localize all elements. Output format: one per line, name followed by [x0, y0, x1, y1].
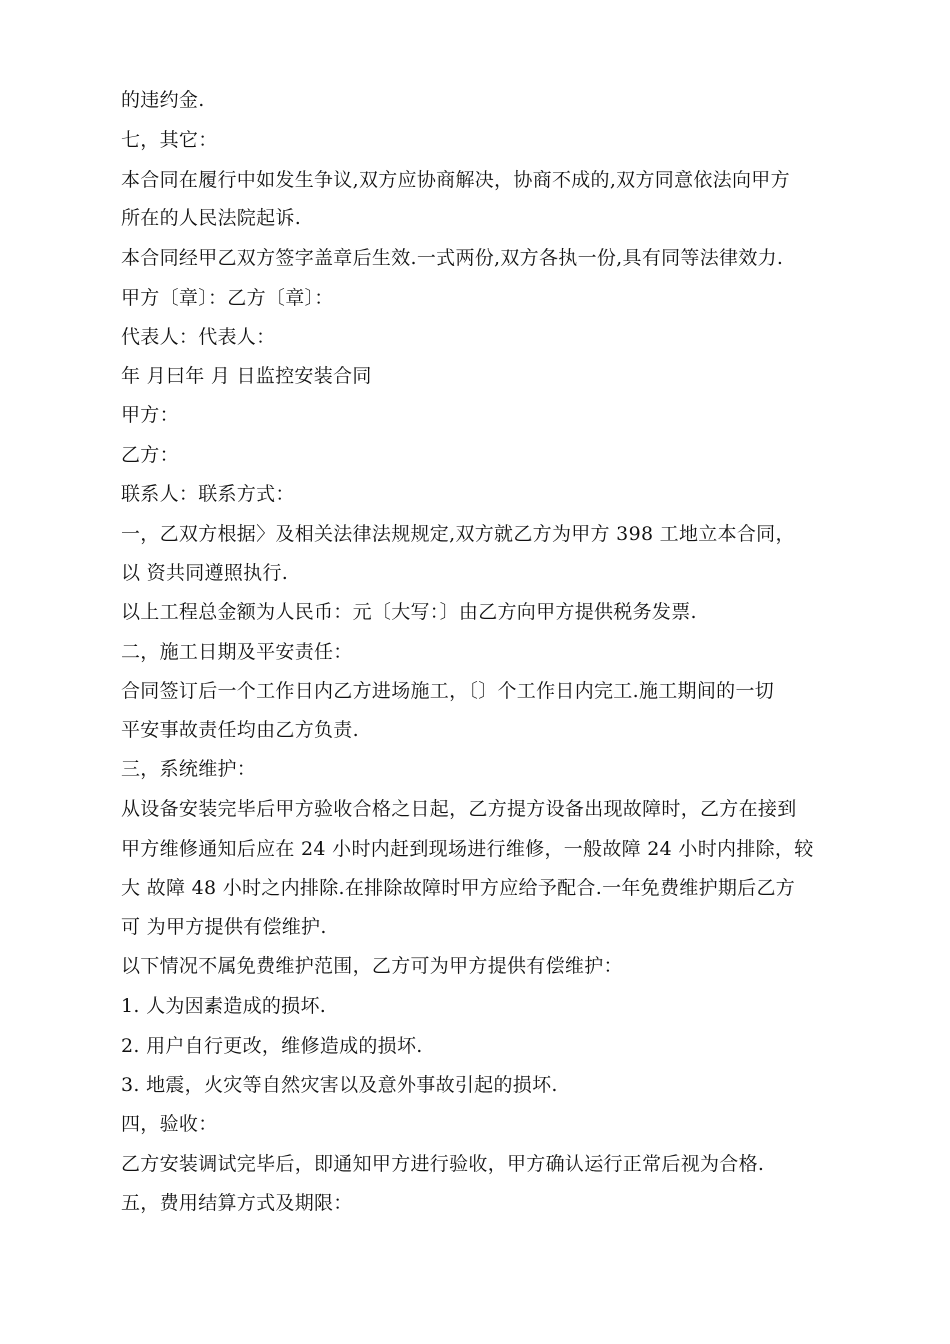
party-a-line: 甲方： [121, 404, 179, 426]
section-heading-five: 五，费用结算方式及期限： [121, 1192, 353, 1214]
section-heading-four: 四，验收： [121, 1113, 218, 1135]
representative-line: 代表人：代表人： [121, 326, 276, 348]
section-heading-two: 二，施工日期及平安责任： [121, 641, 353, 663]
text-line: 的违约金. [121, 89, 205, 111]
text-line: 合同签订后一个工作日内乙方进场施工，〔〕个工作日内完工.施工期间的一切 [121, 680, 775, 702]
text-line: 以 资共同遵照执行. [121, 562, 289, 584]
party-b-line: 乙方： [121, 444, 179, 466]
section-heading-other: 七，其它： [121, 129, 218, 151]
contact-line: 联系人：联系方式： [121, 483, 295, 505]
text-line: 平安事故责任均由乙方负责. [121, 719, 359, 741]
text-line: 从设备安装完毕后甲方验收合格之日起，乙方提方设备出现故障时，乙方在接到 [121, 798, 797, 820]
section-heading-one: 一，乙双方根据〉及相关法律法规规定,双方就乙方为甲方 398 工地立本合同， [121, 523, 795, 545]
date-title-line: 年 月曰年 月 日监控安装合同 [121, 365, 372, 387]
text-line: 大 故障 48 小时之内排除.在排除故障时甲方应给予配合.一年免费维护期后乙方 [121, 877, 796, 899]
section-heading-three: 三，系统维护： [121, 758, 257, 780]
list-item: 2. 用户自行更改，维修造成的损坏. [121, 1035, 423, 1057]
text-line: 乙方安装调试完毕后，即通知甲方进行验收，甲方确认运行正常后视为合格. [121, 1153, 765, 1175]
signature-party-line: 甲方〔章〕：乙方〔章〕： [121, 287, 334, 309]
text-line: 所在的人民法院起诉. [121, 207, 302, 229]
text-line: 可 为甲方提供有偿维护. [121, 916, 327, 938]
list-item: 1. 人为因素造成的损坏. [121, 995, 327, 1017]
list-item: 3. 地震，火灾等自然灾害以及意外事故引起的损坏. [121, 1074, 558, 1096]
text-line: 本合同经甲乙双方签字盖章后生效.一式两份,双方各执一份,具有同等法律效力. [121, 247, 784, 269]
text-line: 本合同在履行中如发生争议,双方应协商解决，协商不成的,双方同意依法向甲方 [121, 169, 790, 191]
text-line: 以上工程总金额为人民币：元〔大写：〕由乙方向甲方提供税务发票. [121, 601, 697, 623]
text-line: 甲方维修通知后应在 24 小时内赶到现场进行维修，一般故障 24 小时内排除，较 [121, 838, 814, 860]
text-line: 以下情况不属免费维护范围，乙方可为甲方提供有偿维护： [121, 955, 623, 977]
